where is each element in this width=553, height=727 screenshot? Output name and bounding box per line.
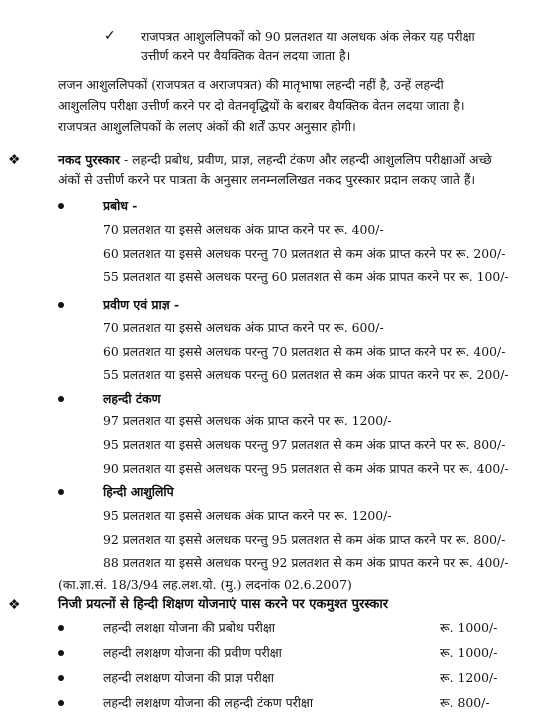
lump-item-amount: रू. 1200/- <box>440 670 498 685</box>
section-heading: लहन्दी टंकण <box>103 391 161 406</box>
lump-item-label: लहन्दी लशक्षा योजना की प्रबोध परीक्षा <box>103 620 275 635</box>
award-row: 70 प्रलतशत या इससे अलधक अंक प्राप्त करने पर रू. 600/- <box>103 320 384 335</box>
bullet-dot <box>58 675 64 681</box>
award-row: 60 प्रलतशत या इससे अलधक परन्तु 70 प्रलतशत से कम अंक प्राप्त करने पर रू. 400/- <box>103 344 506 359</box>
bullet-dot <box>58 700 64 706</box>
cash-award-line-2: अंकों से उत्तीर्ण करने पर पात्रता के अनुसार लनम्नललिखत नकद पुरस्कार प्रदान लकए जाते हैं। <box>58 172 476 187</box>
section-heading: हिन्दी आशुलिपि <box>103 484 174 499</box>
reference-note: (का.ज्ञा.सं. 18/3/94 लह.लश.यो. (मु.) लदनांक 02.6.2007) <box>58 577 352 592</box>
award-row: 90 प्रलतशत या इससे अलधक परन्तु 95 प्रलतशत से कम अंक प्रापत करने पर रू. 400/- <box>103 461 509 476</box>
bullet-dot <box>58 396 64 402</box>
check-item-line-2: उत्तीर्ण करने पर वैयक्तिक वेतन लदया जाता है। <box>141 48 351 63</box>
lump-item-label: लहन्दी लशक्षण योजना की लहन्दी टंकण परीक्षा <box>103 695 314 710</box>
award-row: 92 प्रलतशत या इससे अलधक परन्तु 95 प्रलतशत से कम अंक प्राप्त करने पर रू. 800/- <box>103 532 506 547</box>
paragraph-line-3: राजपत्रत आशुललिपकों के ललए अंकों की शर्तें ऊपर अनुसार होगी। <box>58 119 356 134</box>
award-row: 55 प्रलतशत या इससे अलधक परन्तु 60 प्रलतशत से कम अंक प्रापत करने पर रू. 200/- <box>103 367 509 382</box>
cash-award-text: - लहन्दी प्रबोध, प्रवीण, प्राज्ञ, लहन्दी टंकण और लहन्दी आशुललिप परीक्षाओं अच्छे <box>120 152 492 167</box>
bullet-dot <box>58 650 64 656</box>
award-row: 70 प्रलतशत या इससे अलधक अंक प्राप्त करने पर रू. 400/- <box>103 222 384 237</box>
lump-item-label: लहन्दी लशक्षण योजना की प्राज्ञ परीक्षा <box>103 670 274 685</box>
private-award-heading: निजी प्रयत्नों से हिन्दी शिक्षण योजनाएं पास करने पर एकमुश्त पुरस्कार <box>58 597 389 612</box>
lump-item-amount: रू. 1000/- <box>440 645 498 660</box>
section-heading: प्रवीण एवं प्राज्ञ - <box>103 297 180 312</box>
check-item-line-1: राजपत्रत आशुललिपकों को 90 प्रलतशत या अलधक अंक लेकर यह परीक्षा <box>141 29 475 44</box>
bullet-dot <box>58 203 64 209</box>
lump-item-amount: रू. 800/- <box>440 695 490 710</box>
award-row: 97 प्रलतशत या इससे अलधक अंक प्राप्त करने पर रू. 1200/- <box>103 413 392 428</box>
award-row: 95 प्रलतशत या इससे अलधक परन्तु 97 प्रलतशत से कम अंक प्राप्त करने पर रू. 800/- <box>103 437 506 452</box>
award-row: 88 प्रलतशत या इससे अलधक परन्तु 92 प्रलतशत से कम अंक प्रापत करने पर रू. 400/- <box>103 555 509 570</box>
section-heading: प्रबोध - <box>103 198 138 213</box>
award-row: 55 प्रलतशत या इससे अलधक परन्तु 60 प्रलतशत से कम अंक प्रापत करने पर रू. 100/- <box>103 269 509 284</box>
paragraph-line-1: लजन आशुललिपकों (राजपत्रत व अराजपत्रत) की मातृभाषा लहन्दी नहीं है, उन्हें लहन्दी <box>58 77 444 92</box>
award-row: 60 प्रलतशत या इससे अलधक परन्तु 70 प्रलतशत से कम अंक प्राप्त करने पर रू. 200/- <box>103 246 506 261</box>
lump-item-amount: रू. 1000/- <box>440 620 498 635</box>
bullet-dot <box>58 489 64 495</box>
checkmark-icon: ✓ <box>104 28 116 44</box>
paragraph-line-2: आशुललिप परीक्षा उत्तीर्ण करने पर दो वेतनवृद्धियों के बराबर वैयक्तिक वेतन लदया जाता है। <box>58 98 465 113</box>
lump-item-label: लहन्दी लशक्षण योजना की प्रवीण परीक्षा <box>103 645 282 660</box>
award-row: 95 प्रलतशत या इससे अलधक अंक प्राप्त करने पर रू. 1200/- <box>103 508 392 523</box>
diamond-bullet-icon: ❖ <box>8 152 21 168</box>
bullet-dot <box>58 302 64 308</box>
cash-award-title: नकद पुरस्कार <box>58 152 121 167</box>
diamond-bullet-icon: ❖ <box>8 597 21 613</box>
cash-award-line-1 <box>58 151 492 169</box>
bullet-dot <box>58 625 64 631</box>
